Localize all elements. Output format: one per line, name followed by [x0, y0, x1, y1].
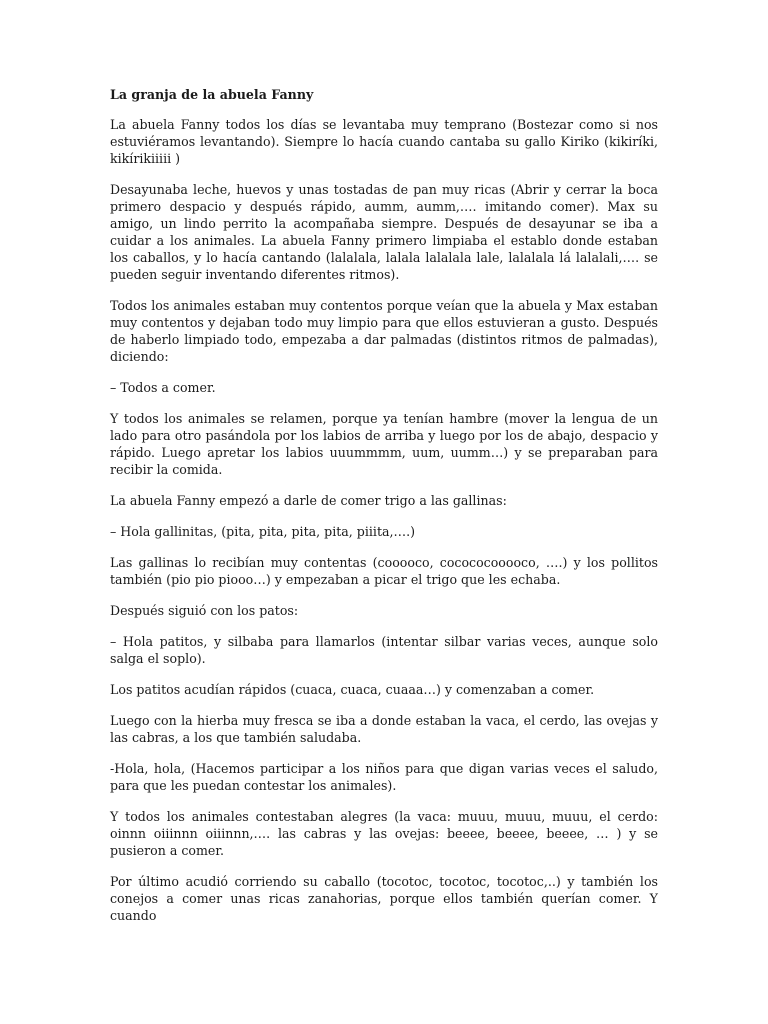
- document-title: La granja de la abuela Fanny: [110, 87, 314, 102]
- paragraph-1: La abuela Fanny todos los días se levantaba muy temprano (Bostezar como si nos estuviéramos levantando). Siempre lo hacía cuando cantaba su gallo Kiriko (kikiríki, kikírikiiiii ): [110, 117, 658, 166]
- paragraph-14: Y todos los animales contestaban alegres (la vaca: muuu, muuu, muuu, el cerdo: oinnn oiiinnn oiiinnn,…. las cabras y las ovejas: beeee, beeee, beeee, … ) y se pusieron a comer.: [110, 809, 658, 858]
- paragraph-7: – Hola gallinitas, (pita, pita, pita, pita, piiita,….): [110, 524, 416, 539]
- paragraph-10: – Hola patitos, y silbaba para llamarlos (intentar silbar varias veces, aunque solo salga el soplo).: [110, 634, 658, 666]
- paragraph-5: Y todos los animales se relamen, porque ya tenían hambre (mover la lengua de un lado para otro pasándola por los labios de arriba y luego por los de abajo, despacio y rápido. Luego apretar los labios uuummmm, uum, uumm…) y se preparaban para recibir la comida.: [110, 411, 658, 477]
- paragraph-8: Las gallinas lo recibían muy contentas (cooooco, cocococooooco, ….) y los pollitos también (pio pio piooo…) y empezaban a picar el trigo que les echaba.: [110, 555, 658, 587]
- paragraph-15: Por último acudió corriendo su caballo (tocotoc, tocotoc, tocotoc,..) y también los conejos a comer unas ricas zanahorias, porque ellos también querían comer. Y cuando: [110, 874, 658, 923]
- paragraph-6: La abuela Fanny empezó a darle de comer trigo a las gallinas:: [110, 493, 507, 508]
- paragraph-3: Todos los animales estaban muy contentos porque veían que la abuela y Max estaban muy contentos y dejaban todo muy limpio para que ellos estuvieran a gusto. Después de haberlo limpiado todo, empezaba a dar palmadas (distintos ritmos de palmadas), diciendo:: [110, 298, 658, 364]
- paragraph-9: Después siguió con los patos:: [110, 603, 299, 618]
- paragraph-2: Desayunaba leche, huevos y unas tostadas de pan muy ricas (Abrir y cerrar la boca primero despacio y después rápido, aumm, aumm,…. imitando comer). Max su amigo, un lindo perrito la acompañaba siempre. Después de desayunar se iba a cuidar a los animales. La abuela Fanny primero limpiaba el establo donde estaban los caballos, y lo hacía cantando (lalalala, lalala lalalala lale, lalalala lá lalalali,…. se pueden seguir inventando diferentes ritmos).: [110, 182, 658, 282]
- document-page: [110, 86, 658, 938]
- paragraph-4: – Todos a comer.: [110, 380, 216, 395]
- paragraph-11: Los patitos acudían rápidos (cuaca, cuaca, cuaaa…) y comenzaban a comer.: [110, 682, 595, 697]
- paragraph-13: -Hola, hola, (Hacemos participar a los niños para que digan varias veces el saludo, para que les puedan contestar los animales).: [110, 761, 658, 793]
- paragraph-12: Luego con la hierba muy fresca se iba a donde estaban la vaca, el cerdo, las ovejas y las cabras, a los que también saludaba.: [110, 713, 658, 745]
